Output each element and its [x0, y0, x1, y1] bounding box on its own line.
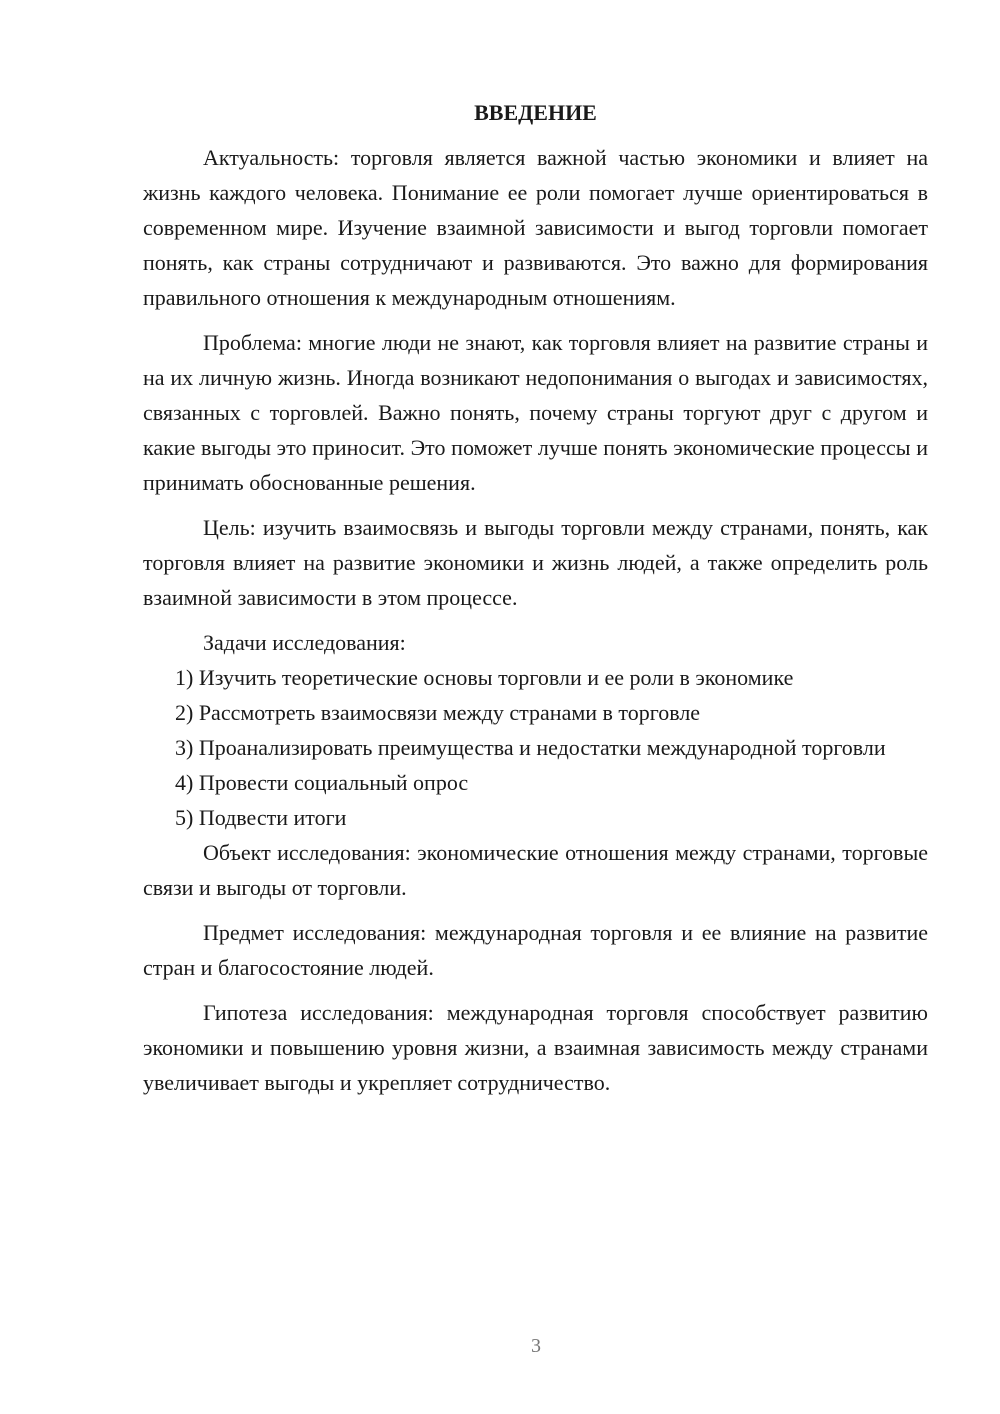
task-item-3: 3) Проанализировать преимущества и недостатки международной торговли	[175, 735, 886, 760]
paragraph-problem: Проблема: многие люди не знают, как торговля влияет на развитие страны и на их личную жизнь. Иногда возникают недопонимания о выгодах и зависимостях, связанных с торговлей. Важно понять, почему страны торгуют друг с другом и какие выгоды это приносит. Это поможет лучше понять экономические процессы и принимать обоснованные решения.	[143, 330, 928, 495]
paragraph-relevance: Актуальность: торговля является важной частью экономики и влияет на жизнь каждого человека. Понимание ее роли помогает лучше ориентироваться в современном мире. Изучение взаимной зависимости и выгод торговли помогает понять, как страны сотрудничают и развиваются. Это важно для формирования правильного отношения к международным отношениям.	[143, 145, 928, 310]
page-number: 3	[531, 1335, 541, 1357]
task-item-5: 5) Подвести итоги	[175, 805, 347, 830]
task-item-2: 2) Рассмотреть взаимосвязи между странами в торговле	[175, 700, 701, 725]
tasks-heading: Задачи исследования:	[203, 630, 406, 655]
paragraph-hypothesis: Гипотеза исследования: международная торговля способствует развитию экономики и повышению уровня жизни, а взаимная зависимость между странами увеличивает выгоды и укрепляет сотрудничество.	[143, 1000, 928, 1095]
task-item-4: 4) Провести социальный опрос	[175, 770, 469, 795]
task-item-1: 1) Изучить теоретические основы торговли и ее роли в экономике	[175, 665, 794, 690]
page-body	[143, 95, 928, 1100]
paragraph-subject: Предмет исследования: международная торговля и ее влияние на развитие стран и благосостояние людей.	[143, 920, 928, 980]
page-title: ВВЕДЕНИЕ	[474, 100, 597, 125]
paragraph-goal: Цель: изучить взаимосвязь и выгоды торговли между странами, понять, как торговля влияет на развитие экономики и жизнь людей, а также определить роль взаимной зависимости в этом процессе.	[143, 515, 928, 610]
paragraph-object: Объект исследования: экономические отношения между странами, торговые связи и выгоды от торговли.	[143, 840, 928, 900]
